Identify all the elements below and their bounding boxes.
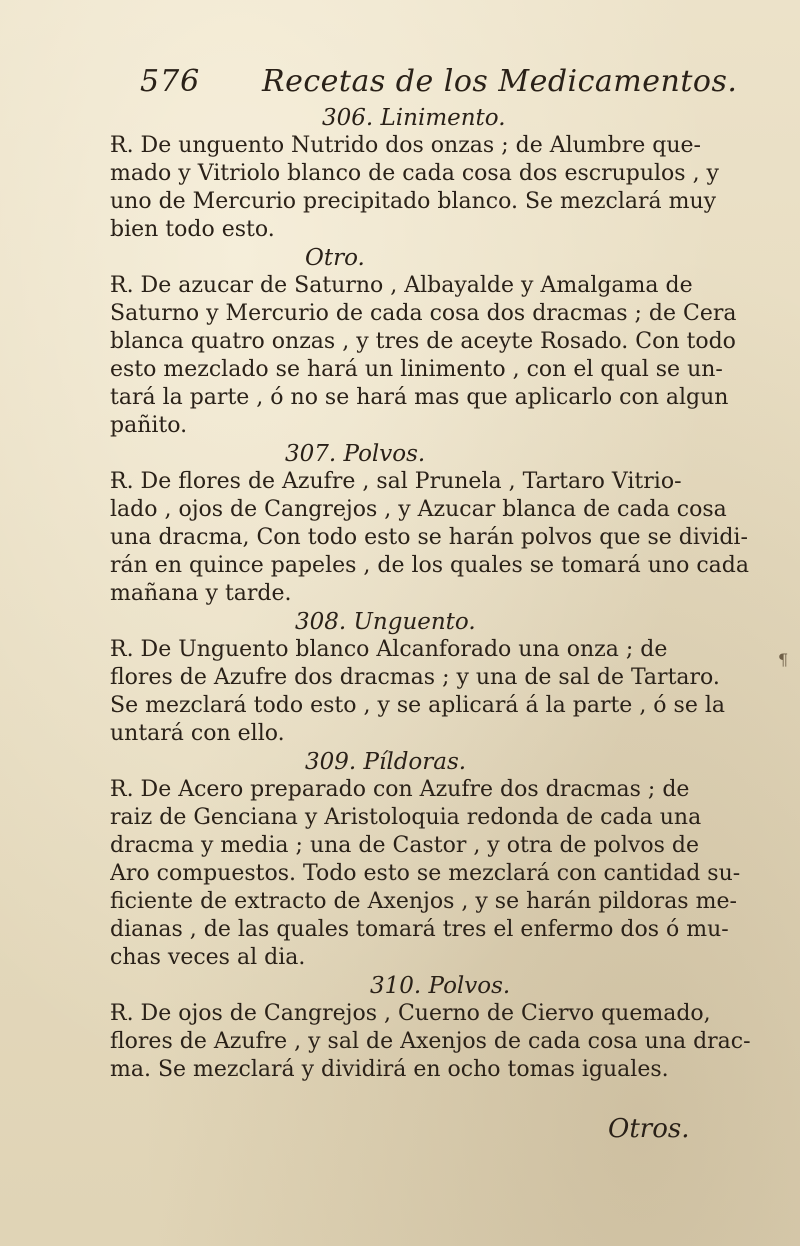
text-line: rán en quince papeles , de los quales se tomará uno cada [110, 553, 749, 578]
page-header [0, 64, 800, 104]
text-line: una dracma, Con todo esto se harán polvos que se dividi- [110, 525, 748, 550]
text-line: blanca quatro onzas , y tres de aceyte Rosado. Con todo [110, 329, 736, 354]
bleed-through-mark: ¶ [778, 650, 789, 669]
text-line: Ɍ. De azucar de Saturno , Albayalde y Amalgama de [110, 273, 693, 298]
recipe-heading: 308. Unguento. [295, 609, 476, 635]
text-line: uno de Mercurio precipitado blanco. Se mezclará muy [110, 189, 717, 214]
running-title: Recetas de los Medicamentos. [262, 64, 738, 99]
text-line: flores de Azufre , y sal de Axenjos de cada cosa una drac- [110, 1029, 751, 1054]
text-line: ma. Se mezclará y dividirá en ocho tomas iguales. [110, 1057, 669, 1082]
text-line: dianas , de las quales tomará tres el enfermo dos ó mu- [110, 917, 729, 942]
catchword: Otros. [608, 1114, 690, 1144]
text-line: Ɍ. De unguento Nutrido dos onzas ; de Alumbre que- [110, 133, 701, 158]
text-line: esto mezclado se hará un linimento , con el qual se un- [110, 357, 723, 382]
text-line: Saturno y Mercurio de cada cosa dos dracmas ; de Cera [110, 301, 737, 326]
recipe-text-block [110, 104, 762, 1084]
text-line: dracma y media ; una de Castor , y otra de polvos de [110, 833, 699, 858]
recipe-heading: 310. Polvos. [370, 973, 511, 999]
text-line: mado y Vitriolo blanco de cada cosa dos escrupulos , y [110, 161, 719, 186]
text-line: bien todo esto. [110, 217, 275, 242]
text-line: Ɍ. De Acero preparado con Azufre dos dracmas ; de [110, 777, 690, 802]
recipe-heading: 306. Linimento. [322, 105, 506, 131]
recipe-heading: 307. Polvos. [285, 441, 426, 467]
text-line: mañana y tarde. [110, 581, 292, 606]
text-line: untará con ello. [110, 721, 285, 746]
text-line: Se mezclará todo esto , y se aplicará á la parte , ó se la [110, 693, 726, 718]
page-number: 576 [140, 64, 201, 99]
text-line: Aro compuestos. Todo esto se mezclará con cantidad su- [110, 861, 741, 886]
text-line: lado , ojos de Cangrejos , y Azucar blanca de cada cosa [110, 497, 727, 522]
text-line: flores de Azufre dos dracmas ; y una de sal de Tartaro. [110, 665, 720, 690]
text-line: pañito. [110, 413, 188, 438]
text-line: ficiente de extracto de Axenjos , y se harán pildoras me- [110, 889, 737, 914]
text-line: raiz de Genciana y Aristoloquia redonda de cada una [110, 805, 702, 830]
text-line: chas veces al dia. [110, 945, 306, 970]
text-line: Ɍ. De flores de Azufre , sal Prunela , Tartaro Vitrio- [110, 469, 682, 494]
recipe-heading: Otro. [305, 245, 365, 271]
text-line: Ɍ. De Unguento blanco Alcanforado una onza ; de [110, 637, 668, 662]
text-line: Ɍ. De ojos de Cangrejos , Cuerno de Ciervo quemado, [110, 1001, 711, 1026]
recipe-heading: 309. Píldoras. [305, 749, 467, 775]
text-line: tará la parte , ó no se hará mas que aplicarlo con algun [110, 385, 729, 410]
